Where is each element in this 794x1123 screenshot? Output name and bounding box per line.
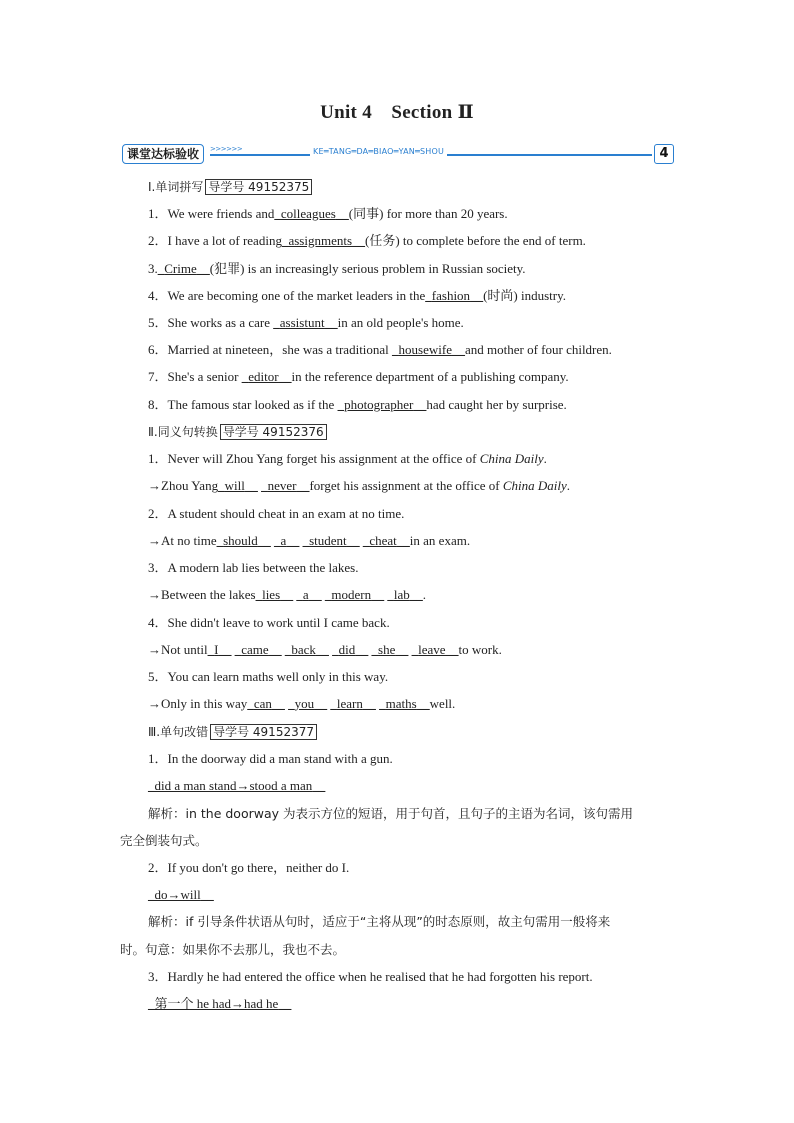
answer-blank: _assistunt__ (273, 315, 338, 330)
answer-blank: _housewife__ (392, 342, 465, 357)
s2-question-3: 3．A modern lab lies between the lakes. (148, 560, 359, 575)
answer-blank: _editor__ (241, 369, 292, 384)
item-text: (时尚) industry. (483, 288, 566, 303)
section-banner (122, 144, 674, 166)
section-1-code: 导学号 49152375 (205, 179, 312, 195)
s1-item-3 (148, 261, 526, 277)
item-number: 7． (148, 369, 168, 384)
s3-explanation-2a: 解析：if 引导条件状语从句时，适应于“主将从现”的时态原则，故主句需用一般将来 (148, 914, 611, 929)
item-number: 6． (148, 342, 168, 357)
answer-blank: _Crime__ (157, 261, 210, 276)
s2-answer-4: →Not until_I__ _came__ _back__ _did__ _she__ _leave__to work. (148, 642, 502, 657)
item-text: in an old people's home. (337, 315, 464, 330)
s1-item-7 (148, 369, 569, 385)
section-3-header (148, 724, 317, 740)
banner-number: 4 (654, 144, 674, 164)
item-text: She's a senior (167, 369, 242, 384)
section-2-header (148, 424, 327, 440)
s2-answer-5: →Only in this way_can__ _you__ _learn__ _maths__well. (148, 696, 456, 711)
item-text: in the reference department of a publishing company. (291, 369, 569, 384)
s2-answer-3: →Between the lakes_lies__ _a__ _modern__ _lab__. (148, 587, 427, 602)
section-2-code: 导学号 49152376 (220, 424, 327, 440)
section-1-header (148, 179, 312, 195)
item-text: The famous star looked as if the (167, 397, 338, 412)
s2-answer-2: →At no time_should__ _a__ _student__ _cheat__in an exam. (148, 533, 471, 548)
item-text: (任务) to complete before the end of term. (365, 233, 586, 248)
banner-label: 课堂达标验收 (122, 144, 204, 164)
item-text: had caught her by surprise. (426, 397, 567, 412)
s3-question-1: 1．In the doorway did a man stand with a gun. (148, 751, 393, 766)
section-1-title: Ⅰ.单词拼写 (148, 180, 204, 194)
banner-pinyin: KE═TANG═DA═BIAO═YAN═SHOU (310, 147, 447, 156)
s1-item-5 (148, 315, 464, 331)
answer-blank: _colleagues__ (274, 206, 349, 221)
s3-explanation-2b: 时。句意：如果你不去那儿，我也不去。 (120, 942, 346, 957)
page-title: Unit 4 Section Ⅱ (320, 102, 474, 123)
s1-item-2 (148, 233, 586, 249)
s2-question-5: 5．You can learn maths well only in this way. (148, 669, 389, 684)
s2-question-4: 4．She didn't leave to work until I came back. (148, 615, 390, 630)
s1-item-1 (148, 206, 508, 222)
s3-explanation-1a: 解析：in the doorway 为表示方位的短语，用于句首，且句子的主语为名词，该句需用 (148, 806, 633, 821)
answer-blank: _assignments__ (281, 233, 366, 248)
section-3-title: Ⅲ.单句改错 (148, 725, 209, 739)
item-number: 1． (148, 206, 168, 221)
item-number: 3. (148, 261, 158, 276)
s1-item-8 (148, 397, 567, 413)
item-text: She works as a care (167, 315, 274, 330)
item-text: We are becoming one of the market leaders in the (167, 288, 426, 303)
item-text: (同事) for more than 20 years. (348, 206, 508, 221)
s2-question-1: 1．Never will Zhou Yang forget his assignment at the office of China Daily. (148, 451, 547, 466)
s2-answer-1: →Zhou Yang_will__ _never__forget his assignment at the office of China Daily. (148, 478, 570, 493)
s3-question-3: 3．Hardly he had entered the office when he realised that he had forgotten his report. (148, 969, 593, 984)
answer-blank: _photographer__ (337, 397, 427, 412)
s2-question-2: 2．A student should cheat in an exam at no time. (148, 506, 405, 521)
section-3-code: 导学号 49152377 (210, 724, 317, 740)
s3-answer-3: _第一个 he had→had he__ (148, 996, 292, 1011)
s3-answer-1: _did a man stand→stood a man__ (148, 778, 326, 793)
s3-explanation-1b: 完全倒装句式。 (120, 833, 208, 848)
item-number: 2． (148, 233, 168, 248)
item-text: (犯罪) is an increasingly serious problem in Russian society. (209, 261, 526, 276)
item-number: 5． (148, 315, 168, 330)
s1-item-6 (148, 342, 612, 358)
s1-item-4 (148, 288, 566, 304)
s3-question-2: 2．If you don't go there，neither do I. (148, 860, 350, 875)
s3-answer-2: _do→will__ (148, 887, 214, 902)
item-text: I have a lot of reading (167, 233, 282, 248)
banner-arrows: >>>>>> (210, 145, 243, 153)
item-text: Married at nineteen，she was a traditional (167, 342, 393, 357)
item-number: 4． (148, 288, 168, 303)
section-2-title: Ⅱ.同义句转换 (148, 425, 218, 439)
answer-blank: _fashion__ (425, 288, 484, 303)
item-number: 8． (148, 397, 168, 412)
item-text: and mother of four children. (464, 342, 612, 357)
item-text: We were friends and (167, 206, 275, 221)
